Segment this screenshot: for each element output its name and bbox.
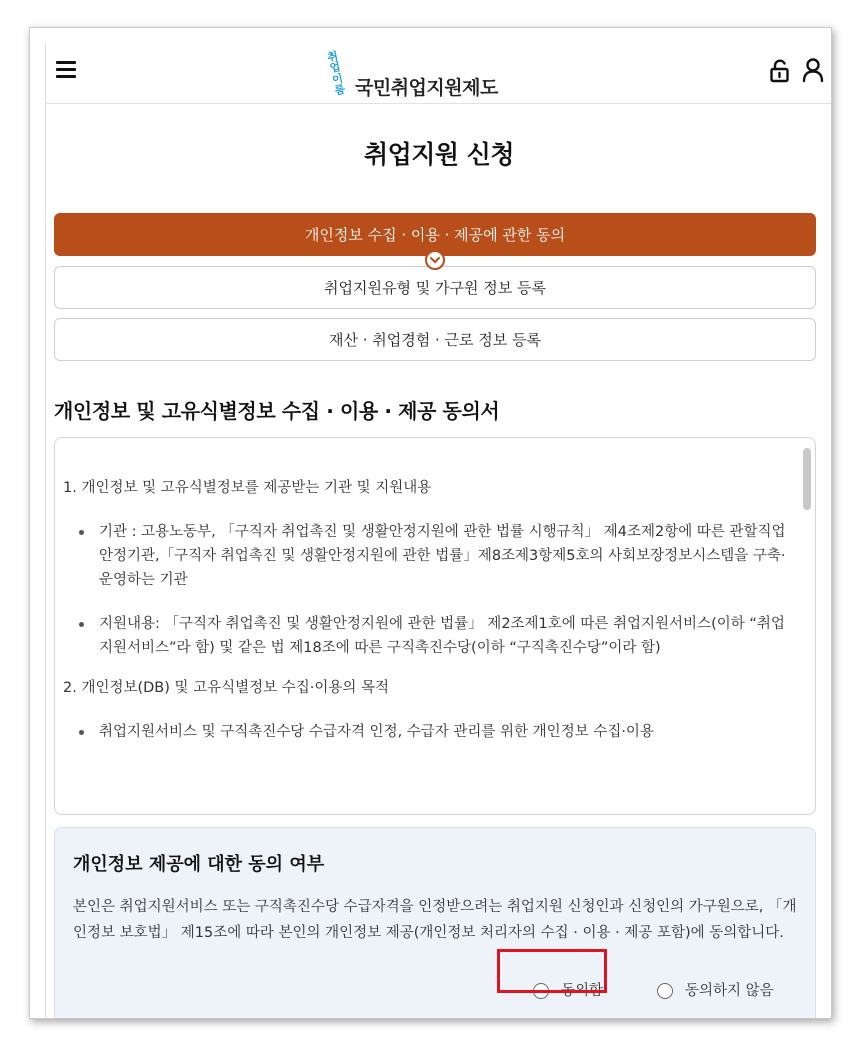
step-privacy-consent[interactable]: 개인정보 수집 · 이용 · 제공에 관한 동의 (54, 213, 816, 256)
terms-item-2: 2. 개인정보(DB) 및 고유식별정보 수집·이용의 목적 (63, 680, 390, 696)
chevron-down-icon (425, 250, 445, 270)
highlight-box (497, 949, 607, 993)
logo-small-line1: 취업 (326, 49, 342, 76)
terms-scroll-box[interactable] (54, 437, 816, 815)
menu-icon[interactable] (56, 61, 76, 79)
consent-title: 개인정보 제공에 대한 동의 여부 (73, 854, 325, 875)
radio-agree-label[interactable]: 동의함 (561, 983, 604, 999)
terms-bullet-support: 지원내용: 「구직자 취업촉진 및 생활안정지원에 관한 법률」 제2조제1호에 따른 취업지원서비스(이하 “취업지원서비스”라 함) 및 같은 법 제18조에 따른 구직촉진수당(이하 “구직촉진수당”이라 함) (63, 612, 793, 660)
radio-disagree[interactable] (657, 980, 774, 1002)
top-header (46, 43, 832, 104)
step-support-type[interactable]: 취업지원유형 및 가구원 정보 등록 (54, 266, 816, 309)
page-content (45, 43, 832, 1018)
lock-icon[interactable] (769, 59, 791, 83)
browser-frame (29, 27, 832, 1019)
page-title: 취업지원 신청 (363, 140, 515, 169)
terms-item-1: 1. 개인정보 및 고유식별정보를 제공받는 기관 및 지원내용 (63, 480, 432, 496)
terms-bullet-agency: 기관 : 고용노동부, 「구직자 취업촉진 및 생활안정지원에 관한 법률 시행규칙」 제4조제2항에 따른 관할직업안정기관,「구직자 취업촉진 및 생활안정지원에 관한 법률」제8조제3항제5호의 사회보장정보시스템을 구축·운영하는 기관 (63, 520, 793, 592)
logo-small-line2: 이룸 (331, 71, 347, 98)
terms-bullet-purpose: 취업지원서비스 및 구직촉진수당 수급자격 인정, 수급자 관리를 위한 개인정보 수집·이용 (63, 720, 793, 744)
user-icon[interactable] (802, 57, 824, 83)
radio-disagree-circle[interactable] (657, 983, 673, 999)
logo-text: 국민취업지원제도 (355, 77, 498, 99)
terms-content (63, 478, 793, 764)
section-title: 개인정보 및 고유식별정보 수집 · 이용 · 제공 동의서 (54, 399, 500, 423)
consent-text: 본인은 취업지원서비스 또는 구직촉진수당 수급자격을 인정받으려는 취업지원 신청인과 신청인의 가구원으로, 「개인정보 보호법」 제15조에 따라 본인의 개인정보 제공(개인정보 처리자의 수집 · 이용 · 제공 포함)에 동의합니다. (73, 899, 797, 941)
radio-disagree-label[interactable]: 동의하지 않음 (685, 983, 774, 999)
logo-mark (326, 50, 346, 96)
scrollbar-thumb[interactable] (803, 448, 811, 510)
step-assets-work[interactable]: 재산 · 취업경험 · 근로 정보 등록 (54, 318, 816, 361)
consent-panel (54, 827, 816, 1018)
